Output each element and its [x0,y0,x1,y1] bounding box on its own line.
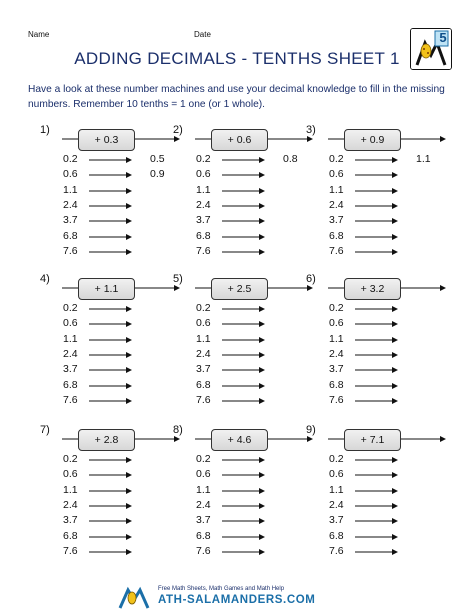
row-arrow-icon [89,187,132,195]
machine-rule-box: + 7.1 [344,429,401,451]
input-value: 7.6 [196,244,211,257]
machine-row [63,244,183,259]
row-arrow-icon [355,171,398,179]
input-value: 0.6 [63,168,78,181]
input-value: 2.4 [196,198,211,211]
machine-row [63,167,183,182]
machine-row [329,483,449,498]
row-arrow-icon [355,397,398,405]
machine-row [196,152,316,167]
machine-row [63,301,183,316]
row-arrow-icon [89,397,132,405]
machine-rule-box: + 1.1 [78,278,135,300]
date-label: Date [194,30,211,39]
machine-row [329,513,449,528]
machine-row [196,498,316,513]
input-value: 2.4 [329,347,344,360]
row-arrow-icon [89,202,132,210]
input-value: 0.6 [329,468,344,481]
question-number: 5) [173,273,183,285]
question-number: 9) [306,424,316,436]
input-value: 6.8 [329,378,344,391]
row-arrow-icon [355,548,398,556]
row-arrow-icon [355,502,398,510]
row-arrow-icon [222,502,265,510]
row-arrow-icon [222,202,265,210]
machine-rule-box: + 0.6 [211,129,268,151]
row-arrow-icon [355,471,398,479]
machine-row [329,183,449,198]
machine-row [63,152,183,167]
machine-row [196,467,316,482]
input-value: 0.2 [329,153,344,165]
row-arrow-icon [89,456,132,464]
row-arrow-icon [222,397,265,405]
machine-row [63,362,183,377]
input-value: 1.1 [63,483,78,496]
row-arrow-icon [222,156,265,164]
input-value: 0.2 [329,302,344,314]
input-value: 0.6 [196,317,211,330]
grade-number: 5 [439,30,447,45]
machine-row [63,529,183,544]
output-answer[interactable]: 1.1 [416,153,431,165]
input-value: 0.2 [63,302,78,314]
footer-site: ATH-SALAMANDERS.COM [158,594,316,606]
input-value: 3.7 [196,363,211,376]
number-machine [306,273,446,423]
row-arrow-icon [89,336,132,344]
machine-row [329,198,449,213]
machine-row [196,378,316,393]
row-arrow-icon [355,517,398,525]
machine-row [329,378,449,393]
question-number: 6) [306,273,316,285]
row-arrow-icon [222,382,265,390]
row-arrow-icon [222,187,265,195]
question-number: 1) [40,124,50,136]
input-value: 3.7 [329,214,344,227]
row-arrow-icon [222,456,265,464]
machine-row [63,483,183,498]
number-machine [40,273,180,423]
input-value: 0.2 [63,453,78,465]
row-arrow-icon [355,366,398,374]
machine-row [329,213,449,228]
row-arrow-icon [355,336,398,344]
number-machine [40,124,180,274]
row-arrow-icon [222,366,265,374]
machine-rule-box: + 0.9 [344,129,401,151]
input-value: 1.1 [196,183,211,196]
input-value: 3.7 [196,514,211,527]
machine-row [196,244,316,259]
input-value: 6.8 [329,529,344,542]
row-arrow-icon [222,517,265,525]
input-value: 1.1 [329,183,344,196]
number-machine [173,273,313,423]
machine-row [329,452,449,467]
output-answer[interactable]: 0.5 [150,153,165,165]
machine-row [329,544,449,559]
input-value: 1.1 [63,332,78,345]
row-arrow-icon [89,502,132,510]
question-number: 7) [40,424,50,436]
row-arrow-icon [222,548,265,556]
number-machine [306,424,446,574]
row-arrow-icon [355,233,398,241]
machine-row [63,513,183,528]
machine-row [63,393,183,408]
row-arrow-icon [89,517,132,525]
number-machine [306,124,446,274]
machine-row [196,529,316,544]
machine-row [329,498,449,513]
machine-row [63,498,183,513]
number-machine [40,424,180,574]
input-value: 0.2 [329,453,344,465]
footer-tagline: Free Math Sheets, Math Games and Math Help [158,586,285,592]
input-value: 7.6 [196,544,211,557]
input-value: 2.4 [63,198,78,211]
row-arrow-icon [222,533,265,541]
row-arrow-icon [355,320,398,328]
row-arrow-icon [355,305,398,313]
input-value: 2.4 [63,347,78,360]
row-arrow-icon [222,305,265,313]
machine-row [63,467,183,482]
row-arrow-icon [89,248,132,256]
row-arrow-icon [89,533,132,541]
input-value: 6.8 [196,229,211,242]
row-arrow-icon [89,366,132,374]
row-arrow-icon [222,233,265,241]
machine-row [63,183,183,198]
machine-row [63,332,183,347]
input-value: 1.1 [329,332,344,345]
input-value: 1.1 [196,332,211,345]
input-value: 3.7 [329,514,344,527]
question-number: 3) [306,124,316,136]
input-value: 0.2 [196,153,211,165]
row-arrow-icon [355,487,398,495]
row-arrow-icon [222,248,265,256]
row-arrow-icon [89,320,132,328]
input-value: 7.6 [329,393,344,406]
footer-logo [118,584,348,610]
machine-row [196,316,316,331]
machine-row [63,213,183,228]
input-value: 1.1 [63,183,78,196]
machine-row [329,229,449,244]
machine-row [329,152,449,167]
row-arrow-icon [355,456,398,464]
machine-row [329,301,449,316]
row-arrow-icon [355,202,398,210]
input-value: 6.8 [63,378,78,391]
row-arrow-icon [222,471,265,479]
input-value: 0.2 [63,153,78,165]
machine-row [329,362,449,377]
row-arrow-icon [89,487,132,495]
machine-rule-box: + 3.2 [344,278,401,300]
machine-row [196,198,316,213]
machine-row [63,229,183,244]
machine-rule-box: + 2.5 [211,278,268,300]
input-value: 7.6 [196,393,211,406]
row-arrow-icon [89,471,132,479]
machine-row [196,483,316,498]
input-value: 3.7 [63,514,78,527]
row-arrow-icon [89,548,132,556]
input-value: 1.1 [196,483,211,496]
machine-row [63,544,183,559]
instructions: Have a look at these number machines and use your decimal knowledge to fill in the missing numbers. Remember 10 tenths = 1 one (or 1 whole). [28,84,445,110]
input-value: 0.6 [196,468,211,481]
input-value: 0.6 [329,317,344,330]
machine-row [196,167,316,182]
input-value: 0.2 [196,453,211,465]
output-answer[interactable]: 0.8 [283,153,298,165]
row-arrow-icon [222,336,265,344]
row-arrow-icon [89,217,132,225]
input-value: 6.8 [63,229,78,242]
row-arrow-icon [222,487,265,495]
input-value: 6.8 [196,529,211,542]
machine-row [329,347,449,362]
input-value: 0.2 [196,302,211,314]
question-number: 8) [173,424,183,436]
input-value: 3.7 [329,363,344,376]
row-arrow-icon [222,217,265,225]
machine-row [196,513,316,528]
input-value: 0.6 [63,468,78,481]
row-arrow-icon [222,320,265,328]
machine-row [63,316,183,331]
machine-row [196,362,316,377]
row-arrow-icon [222,351,265,359]
machine-row [196,301,316,316]
machine-rule-box: + 4.6 [211,429,268,451]
input-value: 2.4 [329,198,344,211]
input-value: 2.4 [196,347,211,360]
row-arrow-icon [89,305,132,313]
machine-row [196,544,316,559]
row-arrow-icon [355,156,398,164]
machine-row [329,316,449,331]
input-value: 6.8 [329,229,344,242]
question-number: 4) [40,273,50,285]
machine-row [63,378,183,393]
row-arrow-icon [89,351,132,359]
row-arrow-icon [355,217,398,225]
input-value: 2.4 [329,498,344,511]
machine-row [63,347,183,362]
row-arrow-icon [89,156,132,164]
machine-row [329,393,449,408]
row-arrow-icon [89,382,132,390]
machine-row [63,452,183,467]
output-answer[interactable]: 0.9 [150,168,165,181]
machine-row [196,332,316,347]
row-arrow-icon [355,533,398,541]
machine-row [329,529,449,544]
input-value: 3.7 [196,214,211,227]
machine-row [196,393,316,408]
machine-row [196,229,316,244]
row-arrow-icon [355,187,398,195]
machine-rule-box: + 0.3 [78,129,135,151]
input-value: 6.8 [196,378,211,391]
salamander-footer-icon [118,584,158,610]
input-value: 0.6 [329,168,344,181]
page-title: ADDING DECIMALS - TENTHS SHEET 1 [74,49,400,68]
row-arrow-icon [355,351,398,359]
input-value: 7.6 [329,544,344,557]
question-number: 2) [173,124,183,136]
input-value: 7.6 [329,244,344,257]
machine-row [63,198,183,213]
row-arrow-icon [89,233,132,241]
number-machine [173,424,313,574]
input-value: 3.7 [63,214,78,227]
machine-row [329,332,449,347]
machine-row [329,244,449,259]
machine-row [196,347,316,362]
name-label: Name [28,30,50,39]
machine-row [329,167,449,182]
machine-rule-box: + 2.8 [78,429,135,451]
input-value: 1.1 [329,483,344,496]
row-arrow-icon [355,382,398,390]
input-value: 3.7 [63,363,78,376]
machine-row [196,452,316,467]
input-value: 0.6 [196,168,211,181]
input-value: 7.6 [63,544,78,557]
input-value: 6.8 [63,529,78,542]
input-value: 2.4 [63,498,78,511]
input-value: 7.6 [63,244,78,257]
input-value: 7.6 [63,393,78,406]
machine-row [196,213,316,228]
machine-row [329,467,449,482]
input-value: 2.4 [196,498,211,511]
row-arrow-icon [89,171,132,179]
row-arrow-icon [222,171,265,179]
number-machine [173,124,313,274]
input-value: 0.6 [63,317,78,330]
row-arrow-icon [355,248,398,256]
machine-row [196,183,316,198]
